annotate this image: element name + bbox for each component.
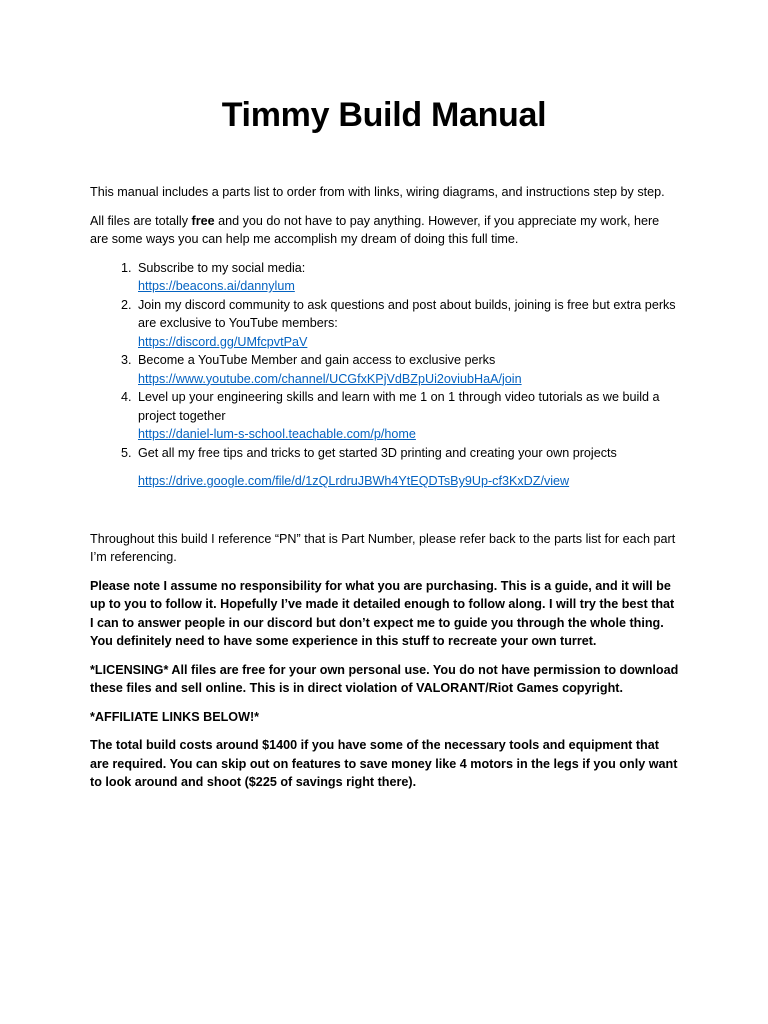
free-paragraph	[90, 212, 680, 249]
list-item	[135, 388, 680, 444]
page-title: Timmy Build Manual	[221, 96, 547, 134]
free-text-after: and you do not have to pay anything. However, if you appreciate my work, here are some ways you can help me accomplish my dream of doing this full time.	[90, 213, 660, 246]
free-emphasis: free	[191, 213, 215, 228]
list-item	[135, 296, 680, 352]
licensing-paragraph: *LICENSING* All files are free for your own personal use. You do not have permission to download these files and sell online. This is in direct violation of VALORANT/Riot Games copyright.	[90, 662, 679, 695]
list-item-text: Become a YouTube Member and gain access to exclusive perks	[138, 353, 496, 367]
youtube-member-link[interactable]: https://www.youtube.com/channel/UCGfxKPjVdBZpUi2oviubHaA/join	[138, 371, 522, 386]
section-gap	[90, 491, 680, 530]
teachable-link[interactable]: https://daniel-lum-s-school.teachable.com/p/home	[138, 427, 416, 441]
social-media-link[interactable]: https://beacons.ai/dannylum	[138, 279, 295, 293]
list-item	[135, 351, 680, 388]
discord-link[interactable]: https://discord.gg/UMfcpvtPaV	[138, 334, 308, 349]
list-item-text: Get all my free tips and tricks to get started 3D printing and creating your own projects	[138, 445, 617, 460]
list-item	[135, 444, 680, 491]
free-text-before: All files are totally	[90, 213, 192, 228]
list-item	[135, 259, 680, 296]
disclaimer-paragraph: Please note I assume no responsibility for what you are purchasing. This is a guide, and it will be up to you to follow it. Hopefully I’ve made it detailed enough to follow along. I will try the best that I can to answer people in our discord but don’t expect me to guide you through the whole thing. You definitely need to have some experience in this stuff to recreate your own turret.	[90, 578, 675, 648]
list-item-text: Level up your engineering skills and learn with me 1 on 1 through video tutorials as we build a project together	[138, 390, 660, 423]
google-drive-link[interactable]: https://drive.google.com/file/d/1zQLrdruJBWh4YtEQDTsBy9Up-cf3KxDZ/view	[138, 474, 570, 488]
support-list	[90, 259, 680, 491]
list-item-text: Subscribe to my social media:	[138, 260, 306, 275]
list-item-text: Join my discord community to ask questions and post about builds, joining is free but extra perks are exclusive to YouTube members:	[138, 297, 676, 330]
part-number-note: Throughout this build I reference “PN” that is Part Number, please refer back to the parts list for each part I’m referencing.	[90, 531, 676, 564]
cost-paragraph: The total build costs around $1400 if you have some of the necessary tools and equipment that are required. You can skip out on features to save money like 4 motors in the legs if you only want to look around and shoot ($225 of savings right there).	[90, 738, 678, 789]
document-body	[90, 183, 680, 802]
affiliate-heading: *AFFILIATE LINKS BELOW!*	[90, 709, 260, 724]
intro-paragraph: This manual includes a parts list to order from with links, wiring diagrams, and instructions step by step.	[90, 185, 665, 199]
